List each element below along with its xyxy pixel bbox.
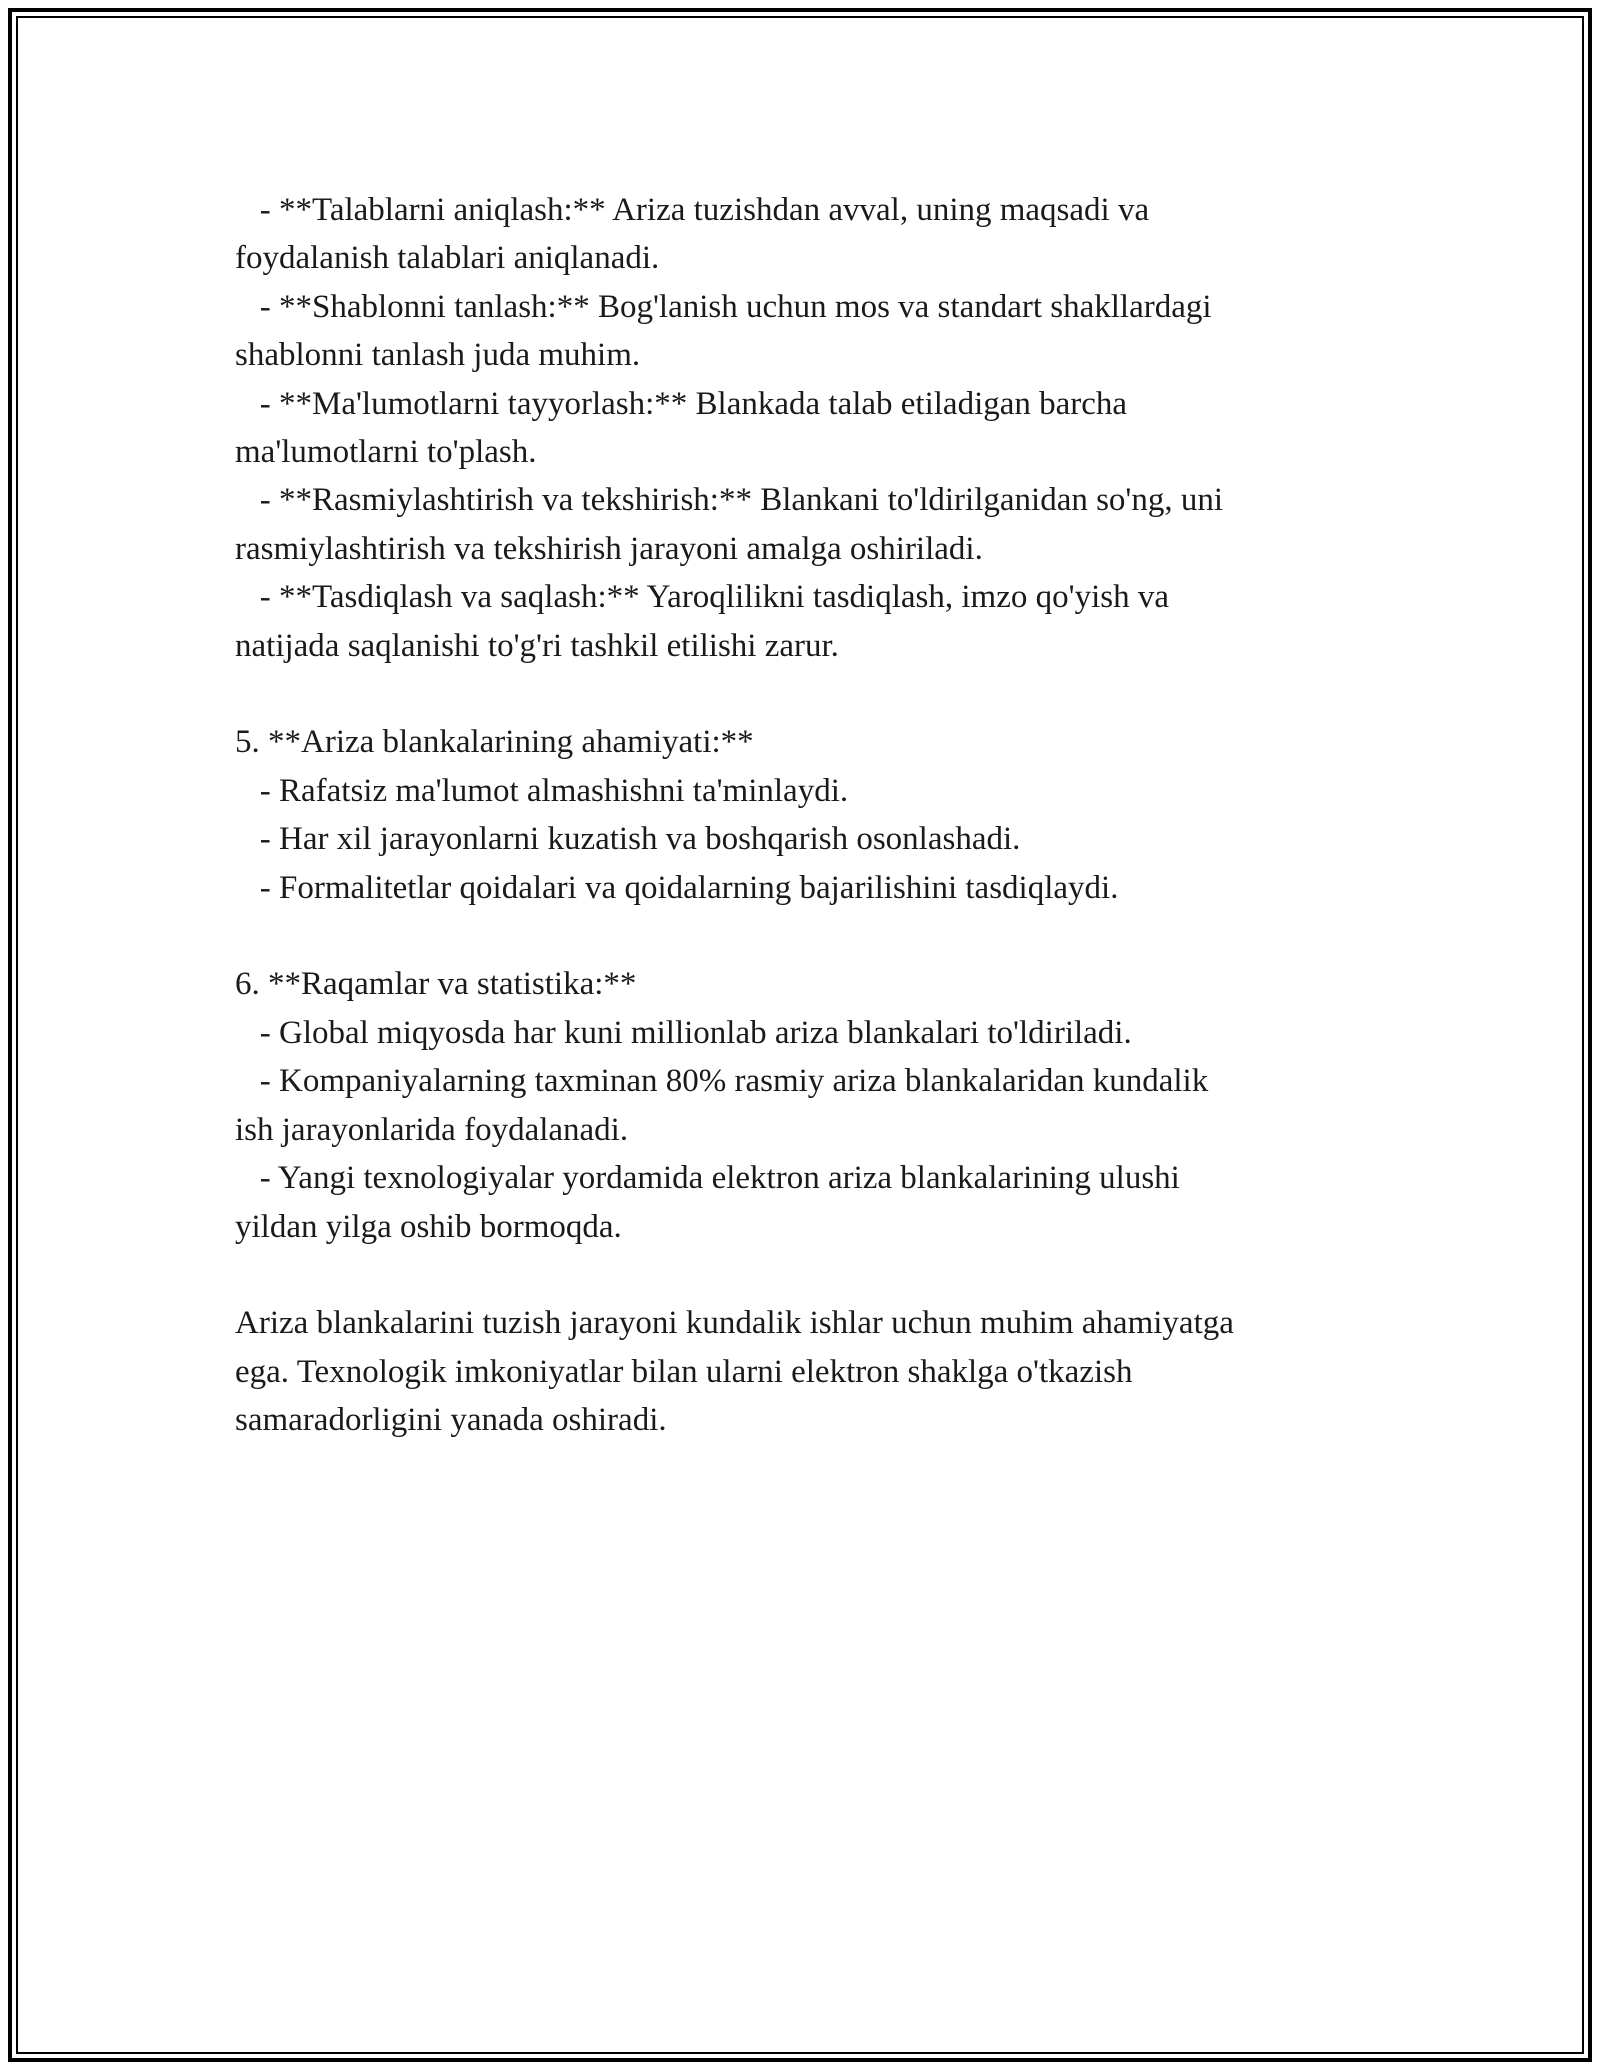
text-line: - **Talablarni aniqlash:** Ariza tuzishdan avval, uning maqsadi va <box>235 192 1150 228</box>
text-line: rasmiylashtirish va tekshirish jarayoni amalga oshiriladi. <box>235 530 983 567</box>
text-line: - Kompaniyalarning taxminan 80% rasmiy ariza blankalaridan kundalik <box>235 1063 1209 1100</box>
text-line: yildan yilga oshib bormoqda. <box>235 1208 622 1245</box>
text-line: shablonni tanlash juda muhim. <box>235 337 641 374</box>
paragraph-gap <box>235 912 1375 960</box>
paragraph-gap <box>235 1251 1375 1299</box>
document-body <box>235 186 1375 1445</box>
text-line: Ariza blankalarini tuzish jarayoni kundalik ishlar uchun muhim ahamiyatga <box>235 1305 1234 1342</box>
text-line: - **Ma'lumotlarni tayyorlash:** Blankada talab etiladigan barcha <box>235 385 1128 422</box>
text-line: - Formalitetlar qoidalari va qoidalarning bajarilishini tasdiqlaydi. <box>235 869 1119 906</box>
text-line: ma'lumotlarni to'plash. <box>235 434 537 471</box>
section-requirements-steps <box>235 186 1375 670</box>
section-heading: 6. **Raqamlar va statistika:** <box>235 966 637 1003</box>
text-line: - Rafatsiz ma'lumot almashishni ta'minlaydi. <box>235 772 849 809</box>
text-line: samaradorligini yanada oshiradi. <box>235 1402 667 1439</box>
text-line: ega. Texnologik imkoniyatlar bilan ularni elektron shaklga o'tkazish <box>235 1353 1133 1390</box>
text-line: ish jarayonlarida foydalanadi. <box>235 1111 629 1148</box>
text-line: natijada saqlanishi to'g'ri tashkil etilishi zarur. <box>235 627 839 664</box>
section-heading: 5. **Ariza blankalarining ahamiyati:** <box>235 724 754 761</box>
text-line: foydalanish talablari aniqlanadi. <box>235 240 660 277</box>
section-statistics <box>235 960 1375 1250</box>
text-line: - Global miqyosda har kuni millionlab ariza blankalari to'ldiriladi. <box>235 1014 1132 1051</box>
paragraph-gap <box>235 670 1375 718</box>
text-line: - **Tasdiqlash va saqlash:** Yaroqlilikni tasdiqlash, imzo qo'yish va <box>235 579 1169 616</box>
text-line: - Yangi texnologiyalar yordamida elektron ariza blankalarining ulushi <box>235 1160 1180 1197</box>
text-line: - **Shablonni tanlash:** Bog'lanish uchun mos va standart shakllardagi <box>235 288 1212 325</box>
section-importance <box>235 718 1375 912</box>
text-line: - Har xil jarayonlarni kuzatish va boshqarish osonlashadi. <box>235 821 1021 858</box>
section-conclusion <box>235 1299 1375 1444</box>
text-line: - **Rasmiylashtirish va tekshirish:** Blankani to'ldirilganidan so'ng, uni <box>235 482 1224 519</box>
